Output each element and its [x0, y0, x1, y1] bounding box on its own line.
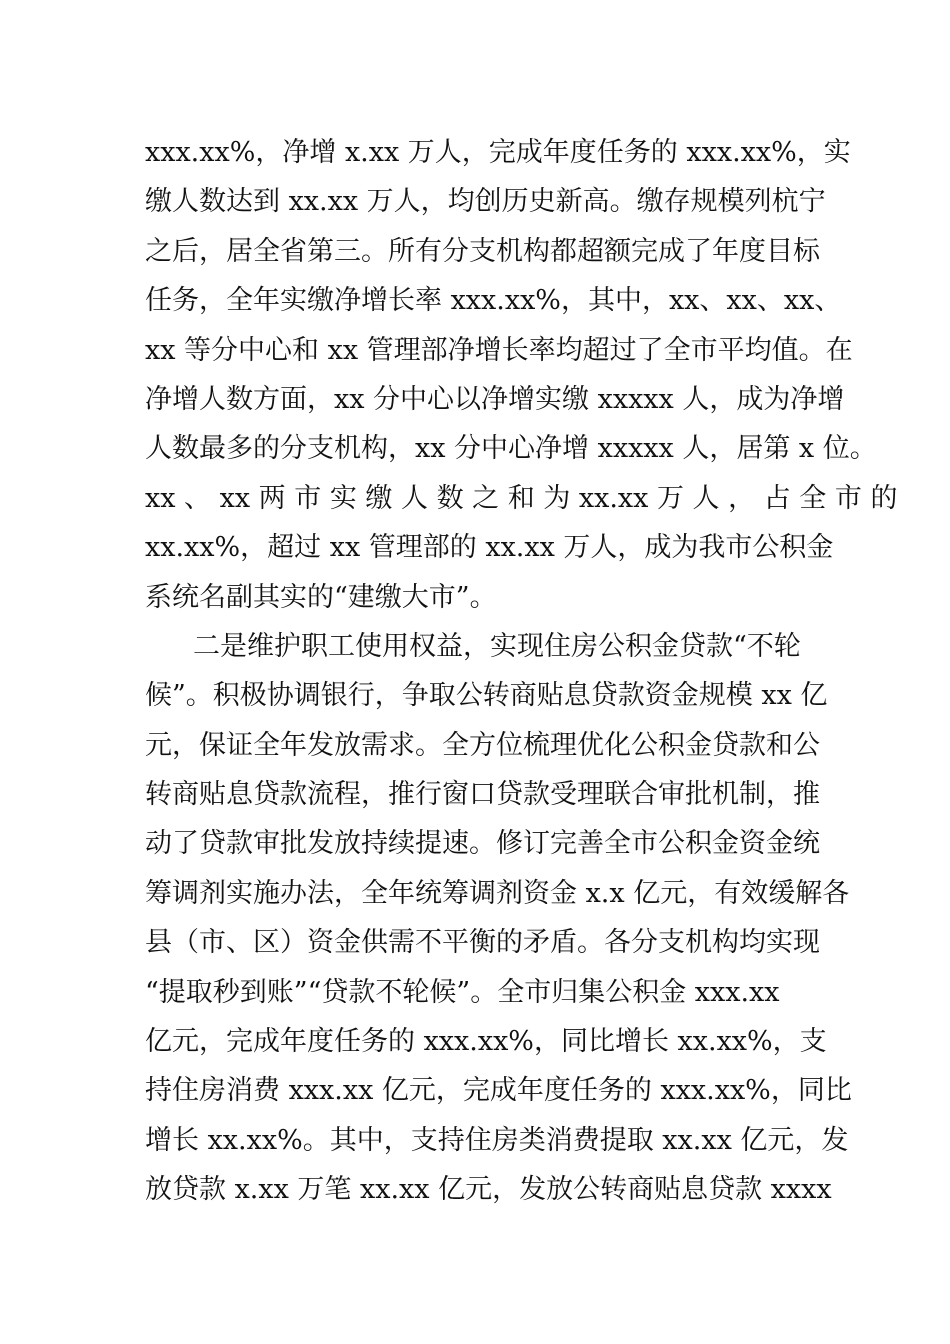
text-line: 县（市、区）资金供需不平衡的矛盾。各分支机构均实现	[145, 927, 820, 959]
text-line: 缴人数达到 xx.xx 万人，均创历史新高。缴存规模列杭宁	[145, 186, 826, 218]
text-line: 人数最多的分支机构，xx 分中心净增 xxxxx 人，居第 x 位。	[145, 433, 877, 465]
text-line: xx 等分中心和 xx 管理部净增长率均超过了全市平均值。在	[145, 334, 853, 366]
text-line: 转商贴息贷款流程，推行窗口贷款受理联合审批机制，推	[145, 779, 820, 811]
text-line: xxx.xx%，净增 x.xx 万人，完成年度任务的 xxx.xx%，实	[145, 137, 851, 168]
text-line: 筹调剂实施办法，全年统筹调剂资金 x.x 亿元，有效缓解各	[145, 877, 850, 909]
text-line: 净增人数方面，xx 分中心以净增实缴 xxxxx 人，成为净增	[145, 383, 845, 415]
paragraph-first-line: 二是维护职工使用权益，实现住房公积金贷款“不轮	[193, 630, 801, 662]
text-line: 放贷款 x.xx 万笔 xx.xx 亿元，发放公转商贴息贷款 xxxx	[145, 1174, 832, 1206]
text-line: 亿元，完成年度任务的 xxx.xx%，同比增长 xx.xx%，支	[145, 1026, 827, 1058]
text-line: 系统名副其实的“建缴大市”。	[145, 581, 497, 613]
text-line: 之后，居全省第三。所有分支机构都超额完成了年度目标	[145, 235, 820, 267]
text-line: 任务，全年实缴净增长率 xxx.xx%，其中，xx、xx、xx、	[145, 285, 842, 317]
text-line: 持住房消费 xxx.xx 亿元，完成年度任务的 xxx.xx%，同比	[145, 1075, 852, 1107]
body-text	[145, 128, 898, 1215]
text-line: 元，保证全年发放需求。全方位梳理优化公积金贷款和公	[145, 729, 820, 761]
text-line: 动了贷款审批发放持续提速。修订完善全市公积金资金统	[145, 828, 820, 860]
text-line: xx 、 xx 两 市 实 缴 人 数 之 和 为 xx.xx 万 人 ， 占 全 市 的	[145, 482, 898, 514]
text-line: xx.xx%，超过 xx 管理部的 xx.xx 万人，成为我市公积金	[145, 532, 834, 564]
text-line: 增长 xx.xx%。其中，支持住房类消费提取 xx.xx 亿元，发	[145, 1124, 849, 1156]
text-line: “提取秒到账”“贷款不轮候”。全市归集公积金 xxx.xx	[145, 976, 780, 1008]
text-line: 候”。积极协调银行，争取公转商贴息贷款资金规模 xx 亿	[145, 680, 828, 712]
